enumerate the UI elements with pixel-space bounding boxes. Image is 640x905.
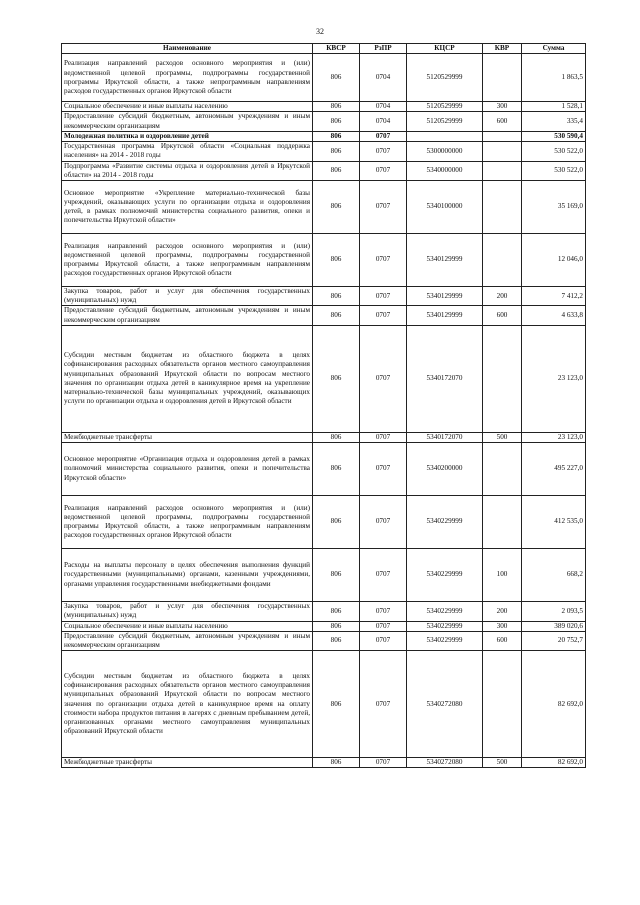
table-row	[62, 631, 586, 650]
header-rzpr: РзПР	[360, 44, 407, 54]
header-kvsr: КВСР	[313, 44, 360, 54]
cell-kvsr: 806	[313, 142, 360, 161]
cell-name: Реализация направлений расходов основного мероприятия и (или) ведомственной целевой программы, подпрограммы государственной программы Иркутской области, а также непрограммным направлениям расходов государственных органов Иркутской области	[62, 496, 313, 549]
cell-kvr	[483, 131, 522, 141]
table-row	[62, 758, 586, 768]
cell-sum: 1 528,1	[522, 102, 586, 112]
cell-sum: 1 863,5	[522, 54, 586, 102]
cell-kvsr: 806	[313, 102, 360, 112]
cell-rzpr: 0707	[360, 180, 407, 233]
table-row	[62, 651, 586, 758]
cell-name: Расходы на выплаты персоналу в целях обеспечения выполнения функций государственными (муниципальными) органами, казенными учреждениями, органами управления государственными внебюджетными фондами	[62, 549, 313, 602]
table-row	[62, 142, 586, 161]
cell-kvr: 600	[483, 306, 522, 325]
cell-kcsr: 5340272080	[407, 758, 483, 768]
cell-rzpr: 0707	[360, 443, 407, 496]
cell-sum: 12 046,0	[522, 233, 586, 286]
cell-sum: 23 123,0	[522, 325, 586, 432]
cell-name: Государственная программа Иркутской области «Социальная поддержка населения» на 2014 - 2018 годы	[62, 142, 313, 161]
cell-kcsr: 5340172070	[407, 432, 483, 442]
cell-rzpr: 0707	[360, 306, 407, 325]
cell-kcsr: 5340172070	[407, 325, 483, 432]
cell-kvsr: 806	[313, 325, 360, 432]
table-row	[62, 161, 586, 180]
cell-name: Закупка товаров, работ и услуг для обеспечения государственных (муниципальных) нужд	[62, 286, 313, 305]
cell-name: Основное мероприятие «Укрепление материально-технической базы учреждений, оказывающих услуги по организации отдыха и оздоровления детей, в рамках полномочий министерства социального развития, опеки и попечительства Иркутской области»	[62, 180, 313, 233]
cell-kvr: 600	[483, 112, 522, 131]
cell-kvsr: 806	[313, 621, 360, 631]
cell-name: Межбюджетные трансферты	[62, 758, 313, 768]
cell-kcsr: 5340000000	[407, 161, 483, 180]
cell-rzpr: 0707	[360, 651, 407, 758]
table-row	[62, 180, 586, 233]
table-row	[62, 131, 586, 141]
cell-kcsr: 5340200000	[407, 443, 483, 496]
header-sum: Сумма	[522, 44, 586, 54]
cell-kvsr: 806	[313, 180, 360, 233]
cell-kvr: 300	[483, 102, 522, 112]
cell-kvr: 200	[483, 602, 522, 621]
cell-kcsr: 5300000000	[407, 142, 483, 161]
cell-sum: 668,2	[522, 549, 586, 602]
cell-kvr	[483, 142, 522, 161]
cell-name: Межбюджетные трансферты	[62, 432, 313, 442]
cell-kvsr: 806	[313, 286, 360, 305]
table-row	[62, 102, 586, 112]
table-row	[62, 112, 586, 131]
cell-sum: 495 227,0	[522, 443, 586, 496]
cell-name: Реализация направлений расходов основного мероприятия и (или) ведомственной целевой программы, подпрограммы государственной программы Иркутской области, а также непрограммным направлениям расходов государственных органов Иркутской области	[62, 233, 313, 286]
cell-kvr	[483, 325, 522, 432]
cell-kvsr: 806	[313, 432, 360, 442]
table-row	[62, 549, 586, 602]
cell-kcsr: 5340229999	[407, 496, 483, 549]
cell-kcsr: 5340129999	[407, 286, 483, 305]
cell-kvr	[483, 443, 522, 496]
cell-sum: 35 169,0	[522, 180, 586, 233]
cell-sum: 530 522,0	[522, 161, 586, 180]
cell-kvsr: 806	[313, 112, 360, 131]
cell-sum: 530 522,0	[522, 142, 586, 161]
cell-kvr	[483, 233, 522, 286]
table-row	[62, 286, 586, 305]
table-row	[62, 54, 586, 102]
cell-kvsr: 806	[313, 631, 360, 650]
cell-kvr: 200	[483, 286, 522, 305]
cell-kcsr: 5340100000	[407, 180, 483, 233]
table-header-row	[62, 44, 586, 54]
cell-name: Предоставление субсидий бюджетным, автономным учреждениям и иным некоммерческим организациям	[62, 631, 313, 650]
cell-kcsr: 5340129999	[407, 233, 483, 286]
cell-kvsr: 806	[313, 233, 360, 286]
cell-kcsr	[407, 131, 483, 141]
table-row	[62, 602, 586, 621]
cell-sum: 412 535,0	[522, 496, 586, 549]
cell-name: Подпрограмма «Развитие системы отдыха и оздоровления детей в Иркутской области» на 2014 - 2018 годы	[62, 161, 313, 180]
cell-kvsr: 806	[313, 602, 360, 621]
cell-rzpr: 0707	[360, 142, 407, 161]
cell-rzpr: 0707	[360, 325, 407, 432]
cell-kvr	[483, 496, 522, 549]
cell-rzpr: 0707	[360, 496, 407, 549]
cell-sum: 7 412,2	[522, 286, 586, 305]
cell-sum: 2 093,5	[522, 602, 586, 621]
cell-rzpr: 0707	[360, 131, 407, 141]
cell-kvsr: 806	[313, 758, 360, 768]
cell-kvr	[483, 180, 522, 233]
cell-rzpr: 0707	[360, 286, 407, 305]
cell-rzpr: 0707	[360, 233, 407, 286]
cell-rzpr: 0707	[360, 602, 407, 621]
cell-kvr	[483, 161, 522, 180]
table-body	[62, 54, 586, 768]
cell-kcsr: 5340229999	[407, 602, 483, 621]
cell-rzpr: 0707	[360, 621, 407, 631]
cell-kvr: 600	[483, 631, 522, 650]
cell-kcsr: 5340272080	[407, 651, 483, 758]
cell-name: Закупка товаров, работ и услуг для обеспечения государственных (муниципальных) нужд	[62, 602, 313, 621]
cell-name: Субсидии местным бюджетам из областного бюджета в целях софинансирования расходных обязательств органов местного самоуправления муниципальных образований Иркутской области по вопросам местного значения по организации отдыха детей в каникулярное время на укрепление материально-технической базы муниципальных учреждений, оказывающих услуги по организации отдыха и оздоровления детей в Иркутской области	[62, 325, 313, 432]
cell-sum: 389 020,6	[522, 621, 586, 631]
cell-rzpr: 0707	[360, 161, 407, 180]
cell-rzpr: 0707	[360, 432, 407, 442]
header-name: Наименование	[62, 44, 313, 54]
cell-kcsr: 5120529999	[407, 112, 483, 131]
cell-sum: 82 692,0	[522, 651, 586, 758]
header-kcsr: КЦСР	[407, 44, 483, 54]
table-row	[62, 233, 586, 286]
cell-kvsr: 806	[313, 443, 360, 496]
cell-kvr	[483, 54, 522, 102]
cell-name: Социальное обеспечение и иные выплаты населению	[62, 621, 313, 631]
cell-sum: 335,4	[522, 112, 586, 131]
table-row	[62, 432, 586, 442]
cell-kvsr: 806	[313, 161, 360, 180]
cell-kvsr: 806	[313, 651, 360, 758]
cell-kcsr: 5340229999	[407, 631, 483, 650]
cell-rzpr: 0707	[360, 631, 407, 650]
cell-name: Реализация направлений расходов основного мероприятия и (или) ведомственной целевой программы, подпрограммы государственной программы Иркутской области, а также непрограммным направлениям расходов государственных органов Иркутской области	[62, 54, 313, 102]
cell-kcsr: 5340129999	[407, 306, 483, 325]
cell-kvr	[483, 651, 522, 758]
cell-kvsr: 806	[313, 306, 360, 325]
cell-kvr: 300	[483, 621, 522, 631]
cell-rzpr: 0704	[360, 102, 407, 112]
cell-kcsr: 5120529999	[407, 102, 483, 112]
cell-kvr: 500	[483, 432, 522, 442]
cell-name: Основное мероприятие «Организация отдыха и оздоровления детей в рамках полномочий министерства социального развития, опеки и попечительства Иркутской области»	[62, 443, 313, 496]
budget-table	[61, 43, 586, 768]
table-row	[62, 496, 586, 549]
cell-rzpr: 0707	[360, 549, 407, 602]
cell-kvsr: 806	[313, 131, 360, 141]
cell-name: Социальное обеспечение и иные выплаты населению	[62, 102, 313, 112]
header-kvr: КВР	[483, 44, 522, 54]
cell-sum: 82 692,0	[522, 758, 586, 768]
cell-kcsr: 5340229999	[407, 621, 483, 631]
cell-kvsr: 806	[313, 496, 360, 549]
page-number: 32	[316, 27, 324, 36]
cell-rzpr: 0704	[360, 54, 407, 102]
cell-name: Молодежная политика и оздоровление детей	[62, 131, 313, 141]
cell-sum: 530 590,4	[522, 131, 586, 141]
cell-rzpr: 0704	[360, 112, 407, 131]
cell-sum: 20 752,7	[522, 631, 586, 650]
table-row	[62, 325, 586, 432]
cell-kvr: 100	[483, 549, 522, 602]
cell-kvsr: 806	[313, 549, 360, 602]
cell-kcsr: 5120529999	[407, 54, 483, 102]
cell-kvsr: 806	[313, 54, 360, 102]
cell-rzpr: 0707	[360, 758, 407, 768]
cell-name: Субсидии местным бюджетам из областного бюджета в целях софинансирования расходных обязательств органов местного самоуправления муниципальных образований Иркутской области по вопросам местного значения по организации отдыха детей в каникулярное время на оплату стоимости набора продуктов питания в лагерях с дневным пребыванием детей, организованных органами местного самоуправления муниципальных образований Иркутской области	[62, 651, 313, 758]
cell-sum: 23 123,0	[522, 432, 586, 442]
cell-name: Предоставление субсидий бюджетным, автономным учреждениям и иным некоммерческим организациям	[62, 306, 313, 325]
cell-sum: 4 633,8	[522, 306, 586, 325]
table-row	[62, 306, 586, 325]
table-row	[62, 443, 586, 496]
cell-kcsr: 5340229999	[407, 549, 483, 602]
cell-kvr: 500	[483, 758, 522, 768]
cell-name: Предоставление субсидий бюджетным, автономным учреждениям и иным некоммерческим организациям	[62, 112, 313, 131]
table-row	[62, 621, 586, 631]
